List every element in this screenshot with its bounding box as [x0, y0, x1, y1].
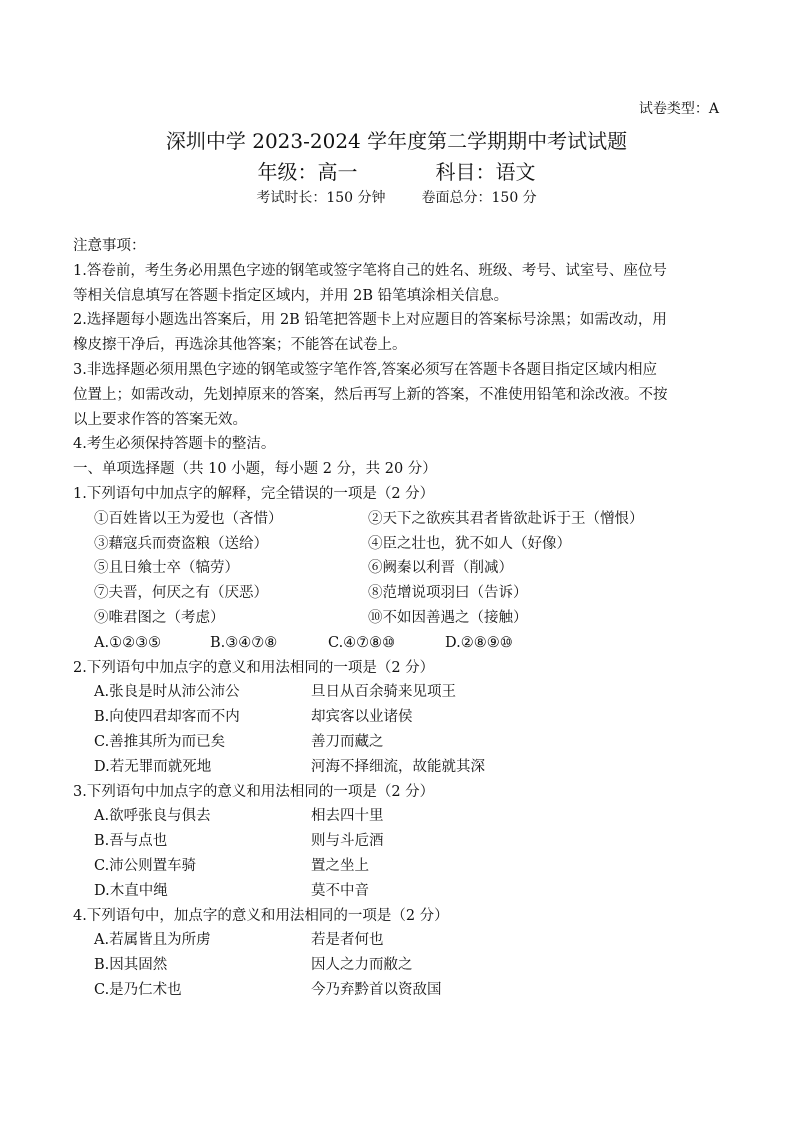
exam-body: [73, 234, 725, 1003]
question-option-row: [73, 581, 725, 606]
option-compare-sentence: 却宾客以业诸侯: [311, 709, 413, 726]
question-option-row: [73, 829, 725, 854]
option-sentence: C.沛公则置车骑: [94, 857, 197, 874]
paper-type-label: 试卷类型：A: [638, 101, 719, 117]
option-compare-sentence: 旦日从百余骑来见项王: [311, 684, 456, 701]
question-option-row: [73, 854, 725, 879]
notice-line: 3.非选择题必须用黑色字迹的钢笔或签字笔作答,答案必须写在答题卡各题目指定区域内相应: [73, 361, 657, 378]
answer-choice-d: D.②⑧⑨⑩: [445, 634, 513, 651]
answer-choice-a: A.①②③⑤: [94, 634, 162, 651]
subject-label: 科目：语文: [435, 160, 536, 184]
question-option-row: [73, 928, 725, 953]
notice-line: 4.考生必须保持答题卡的整洁。: [73, 436, 276, 453]
notice-line: 2.选择题每小题选出答案后，用 2B 铅笔把答题卡上对应题目的答案标号涂黑；如需改动，用: [73, 312, 667, 329]
question-option-row: [73, 705, 725, 730]
question-option-row: [73, 680, 725, 705]
option-sentence: C.是乃仁术也: [94, 981, 182, 998]
option-item: ③藉寇兵而赍盗粮（送给）: [94, 535, 268, 552]
question-option-row: [73, 804, 725, 829]
option-sentence: A.张良是时从沛公沛公: [94, 684, 240, 701]
question-option-row: [73, 606, 725, 631]
exam-title: 深圳中学 2023-2024 学年度第二学期期中考试试题: [165, 129, 628, 153]
option-compare-sentence: 置之坐上: [311, 857, 369, 874]
option-item: ④臣之壮也，犹不如人（好像）: [368, 535, 571, 552]
option-compare-sentence: 莫不中音: [311, 882, 369, 899]
option-item: ⑤且日飨士卒（犒劳）: [94, 560, 239, 577]
option-item: ②天下之欲疾其君者皆欲赴诉于王（憎恨）: [368, 510, 644, 527]
option-compare-sentence: 相去四十里: [311, 808, 384, 825]
option-sentence: C.善推其所为而已矣: [94, 733, 226, 750]
option-sentence: B.吾与点也: [94, 833, 168, 850]
option-compare-sentence: 因人之力而敝之: [311, 957, 413, 974]
notice-line: 等相关信息填写在答题卡指定区域内，并用 2B 铅笔填涂相关信息。: [73, 287, 509, 304]
answer-choice-c: C.④⑦⑧⑩: [328, 634, 396, 651]
option-item: ⑧范增说项羽曰（告诉）: [368, 585, 528, 602]
option-compare-sentence: 若是者何也: [311, 932, 384, 949]
answer-choices: [73, 631, 725, 656]
grade-subject-line: [0, 156, 793, 185]
question-option-row: [73, 507, 725, 532]
option-item: ⑦夫晋，何厌之有（厌恶）: [94, 585, 268, 602]
grade-label: 年级：高一: [257, 160, 358, 184]
option-compare-sentence: 善刀而藏之: [311, 733, 384, 750]
question-option-row: [73, 953, 725, 978]
option-sentence: B.因其固然: [94, 957, 168, 974]
option-sentence: A.若属皆且为所虏: [94, 932, 211, 949]
question-option-row: [73, 532, 725, 557]
question-stem: 1.下列语句中加点字的解释，完全错误的一项是（2 分）: [73, 485, 435, 502]
duration-label: 考试时长：150 分钟: [256, 190, 386, 206]
option-sentence: D.若无罪而就死地: [94, 758, 212, 775]
question-option-row: [73, 556, 725, 581]
question-stem: 2.下列语句中加点字的意义和用法相同的一项是（2 分）: [73, 659, 435, 676]
option-sentence: A.欲呼张良与俱去: [94, 808, 211, 825]
option-compare-sentence: 今乃弃黔首以资敌国: [311, 981, 442, 998]
option-sentence: D.木直中绳: [94, 882, 168, 899]
answer-choice-b: B.③④⑦⑧: [210, 634, 278, 651]
option-item: ①百姓皆以王为爱也（吝惜）: [94, 510, 283, 527]
answer-choices-group: [94, 631, 513, 656]
option-item: ⑩不如因善遇之（接触）: [368, 609, 528, 626]
question-option-row: [73, 879, 725, 904]
notice-line: 1.答卷前，考生务必用黑色字迹的钢笔或签字笔将自己的姓名、班级、考号、试室号、座位号: [73, 262, 667, 279]
question-stem: 4.下列语句中，加点字的意义和用法相同的一项是（2 分）: [73, 907, 449, 924]
notice-line: 以上要求作答的答案无效。: [73, 411, 247, 428]
option-item: ⑨唯君图之（考虑）: [94, 609, 225, 626]
exam-info-line: [0, 187, 793, 207]
section-heading: 一、单项选择题（共 10 小题，每小题 2 分，共 20 分）: [73, 461, 437, 478]
notice-line: 橡皮擦干净后，再选涂其他答案；不能答在试卷上。: [73, 337, 407, 354]
option-compare-sentence: 河海不择细流，故能就其深: [311, 758, 485, 775]
option-sentence: B.向使四君却客而不内: [94, 709, 240, 726]
option-compare-sentence: 则与斗卮酒: [311, 833, 384, 850]
total-score-label: 卷面总分：150 分: [421, 190, 537, 206]
question-option-row: [73, 978, 725, 1003]
notice-line: 位置上；如需改动，先划掉原来的答案，然后再写上新的答案，不准使用铅笔和涂改液。不按: [73, 386, 668, 403]
question-option-row: [73, 730, 725, 755]
notice-heading: 注意事项：: [73, 238, 146, 254]
question-stem: 3.下列语句中加点字的意义和用法相同的一项是（2 分）: [73, 783, 435, 800]
option-item: ⑥阙秦以利晋（削减）: [368, 560, 513, 577]
question-option-row: [73, 755, 725, 780]
